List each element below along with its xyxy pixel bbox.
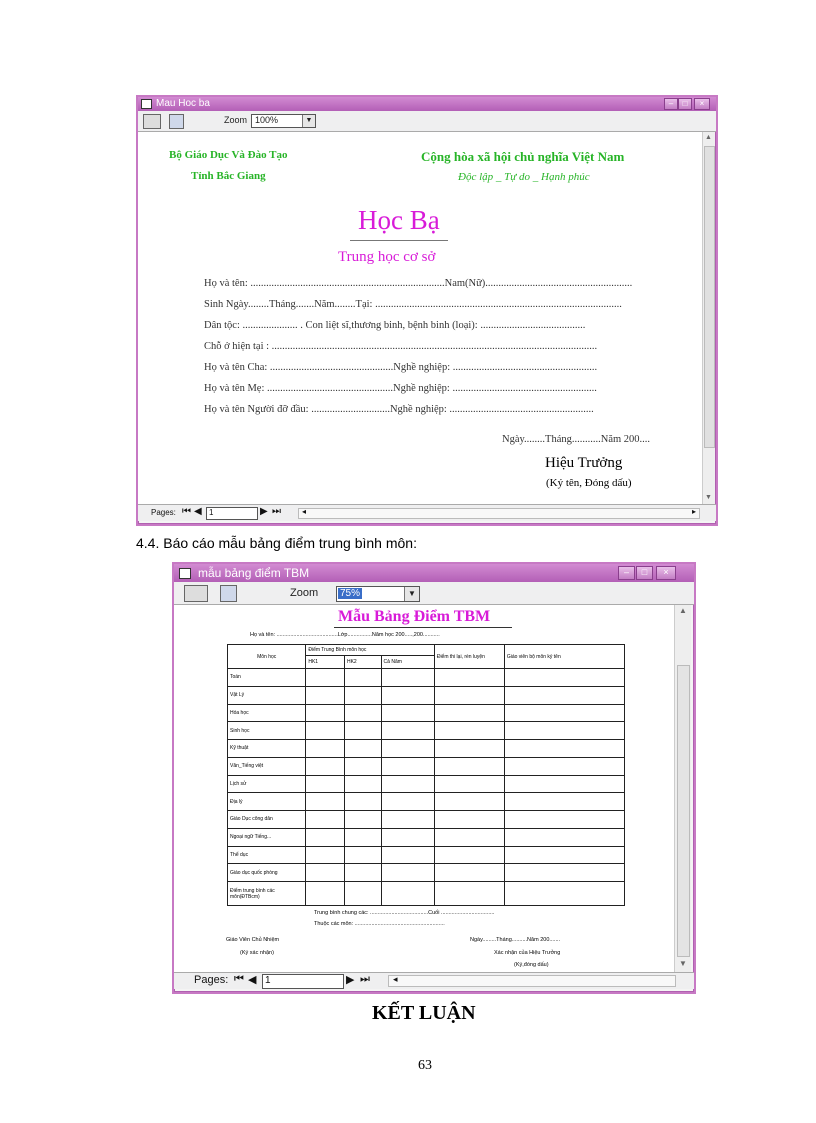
zoom-select[interactable] bbox=[251, 114, 316, 128]
table-row bbox=[228, 722, 625, 740]
status-bar bbox=[174, 972, 694, 989]
maximize-button[interactable]: □ bbox=[678, 98, 692, 110]
horizontal-scrollbar[interactable] bbox=[298, 508, 700, 519]
page-value: 1 bbox=[209, 508, 214, 517]
scroll-down-icon[interactable]: ▼ bbox=[705, 493, 712, 501]
table-row bbox=[228, 864, 625, 882]
left-org-1: Bộ Giáo Dục Và Đào Tạo bbox=[169, 149, 288, 161]
window-title: Mau Hoc ba bbox=[156, 98, 210, 109]
doc-subtitle: Trung học cơ sở bbox=[338, 249, 436, 265]
vertical-scrollbar[interactable] bbox=[702, 132, 715, 504]
zoom-select[interactable] bbox=[336, 586, 420, 602]
scroll-left-icon[interactable]: ◂ bbox=[393, 974, 398, 984]
table-row bbox=[228, 793, 625, 811]
toolbar bbox=[138, 111, 716, 132]
title-bar bbox=[174, 564, 694, 582]
subject-cell: Kỹ thuật bbox=[228, 740, 306, 758]
zoom-value: 100% bbox=[255, 115, 279, 125]
export-icon[interactable] bbox=[169, 114, 184, 129]
field-line: Họ và tên Mẹ: ................................................Nghề nghiệp: ....................................................... bbox=[204, 383, 597, 394]
print-icon[interactable] bbox=[143, 114, 161, 129]
next-page-icon[interactable]: ▶ bbox=[260, 506, 268, 517]
section-heading: KẾT LUẬN bbox=[372, 1002, 476, 1024]
page-input[interactable] bbox=[262, 974, 344, 989]
bang-diem-window bbox=[172, 562, 696, 994]
subject-cell: Địa lý bbox=[228, 793, 306, 811]
subject-cell: Văn_Tiếng việt bbox=[228, 757, 306, 775]
header-retest: Điểm thi lại, rèn luyện bbox=[434, 645, 504, 669]
app-icon bbox=[179, 568, 191, 579]
last-page-icon[interactable]: ⏭ bbox=[360, 973, 370, 985]
title-bar bbox=[138, 97, 716, 111]
first-page-icon[interactable]: ⏮ bbox=[182, 506, 191, 517]
page-input[interactable] bbox=[206, 507, 258, 520]
pages-label: Pages: bbox=[194, 974, 229, 986]
field-line: Chỗ ở hiện tại : ............................................................................................................................ bbox=[204, 341, 598, 352]
minimize-button[interactable]: – bbox=[618, 566, 635, 580]
report-canvas bbox=[138, 132, 702, 504]
page-value: 1 bbox=[265, 975, 271, 986]
scroll-up-icon[interactable]: ▲ bbox=[679, 606, 687, 615]
table-row bbox=[228, 811, 625, 829]
subject-cell: Hóa học bbox=[228, 704, 306, 722]
info-line: Họ và tên: ........................................Lớp................Năm học 200.....,200........... bbox=[250, 632, 440, 638]
prev-page-icon[interactable]: ◀ bbox=[248, 974, 257, 986]
section-caption: 4.4. Báo cáo mẫu bảng điểm trung bình môn: bbox=[136, 535, 417, 551]
table-row bbox=[228, 740, 625, 758]
chevron-down-icon[interactable]: ▼ bbox=[404, 587, 419, 601]
scroll-down-icon[interactable]: ▼ bbox=[679, 959, 687, 968]
signer-title: Hiệu Trưởng bbox=[545, 455, 623, 471]
subject-cell: Vật Lý bbox=[228, 686, 306, 704]
subject-cell: Thể dục bbox=[228, 846, 306, 864]
field-line: Họ và tên Người đỡ đầu: ..............................Nghề nghiệp: ....................................................... bbox=[204, 404, 594, 415]
scroll-thumb[interactable] bbox=[704, 146, 715, 448]
status-bar bbox=[138, 504, 716, 521]
summary-line-2: Thuộc các môn: ........................................................... bbox=[314, 921, 445, 927]
table-row bbox=[228, 669, 625, 687]
print-icon[interactable] bbox=[184, 585, 208, 602]
page-number: 63 bbox=[418, 1058, 432, 1073]
header-hk1: HK1 bbox=[306, 656, 345, 669]
header-subject: Môn học bbox=[228, 645, 306, 669]
header-full-year: Cả Năm bbox=[381, 656, 434, 669]
subject-cell: Toán bbox=[228, 669, 306, 687]
zoom-label: Zoom bbox=[290, 587, 319, 599]
table-row bbox=[228, 686, 625, 704]
subject-cell: Giáo Dục công dân bbox=[228, 811, 306, 829]
summary-line-1: Trung bình chung các: ......................................Cuối ................................... bbox=[314, 910, 495, 916]
header-teacher: Giáo viên bộ môn ký tên bbox=[504, 645, 624, 669]
maximize-button[interactable]: □ bbox=[636, 566, 653, 580]
score-table bbox=[227, 644, 625, 906]
signer-note: (Ký tên, Đóng dấu) bbox=[546, 477, 632, 489]
hoc-ba-window bbox=[136, 95, 718, 526]
table-row bbox=[228, 846, 625, 864]
title-underline bbox=[334, 627, 512, 628]
app-icon bbox=[141, 99, 152, 109]
right-sign-title: Xác nhận của Hiệu Trưởng bbox=[494, 950, 561, 956]
close-button[interactable]: × bbox=[656, 566, 676, 580]
subject-cell: Giáo dục quốc phòng bbox=[228, 864, 306, 882]
nation-title: Cộng hòa xã hội chủ nghĩa Việt Nam bbox=[421, 149, 625, 164]
field-line: Sinh Ngày........Tháng.......Năm........Tại: .............................................................................................. bbox=[204, 299, 622, 310]
scroll-thumb[interactable] bbox=[677, 665, 690, 957]
prev-page-icon[interactable]: ◀ bbox=[194, 506, 202, 517]
doc-title: Học Bạ bbox=[358, 205, 440, 235]
title-underline bbox=[350, 240, 448, 241]
close-button[interactable]: × bbox=[694, 98, 710, 110]
scroll-left-icon[interactable]: ◂ bbox=[302, 507, 307, 516]
subject-cell: Điểm trung bình các môn(ĐTBcm) bbox=[228, 882, 306, 906]
next-page-icon[interactable]: ▶ bbox=[346, 974, 355, 986]
zoom-label: Zoom bbox=[224, 115, 248, 125]
table-row bbox=[228, 757, 625, 775]
zoom-value: 75% bbox=[340, 588, 361, 599]
window-title: mẫu bảng điểm TBM bbox=[198, 566, 310, 580]
minimize-button[interactable]: – bbox=[664, 98, 678, 110]
doc-title: Mẫu Bảng Điểm TBM bbox=[338, 608, 491, 625]
header-avg-group: Điểm Trung Bình môn học bbox=[306, 645, 434, 656]
report-canvas bbox=[174, 605, 674, 972]
header-hk2: HK2 bbox=[344, 656, 381, 669]
field-line: Dân tộc: ..................... . Con liệt sĩ,thương binh, bệnh binh (loại): ........................................ bbox=[204, 320, 586, 331]
subject-cell: Lịch sử bbox=[228, 775, 306, 793]
horizontal-scrollbar[interactable] bbox=[388, 975, 676, 987]
scroll-up-icon[interactable]: ▲ bbox=[705, 133, 712, 141]
table-row bbox=[228, 882, 625, 906]
subject-cell: Sinh học bbox=[228, 722, 306, 740]
nation-motto: Độc lập _ Tự do _ Hạnh phúc bbox=[458, 171, 590, 183]
table-row bbox=[228, 828, 625, 846]
toolbar bbox=[174, 582, 694, 605]
last-page-icon[interactable]: ⏭ bbox=[272, 506, 281, 517]
right-sign-note: (Ký,đóng dấu) bbox=[514, 962, 549, 968]
date-line: Ngày........Tháng...........Năm 200.... bbox=[502, 434, 651, 445]
left-sign-note: (Ký xác nhận) bbox=[240, 950, 274, 956]
pages-label: Pages: bbox=[151, 508, 176, 517]
first-page-icon[interactable]: ⏮ bbox=[234, 973, 244, 985]
table-row bbox=[228, 704, 625, 722]
chevron-down-icon[interactable]: ▼ bbox=[302, 115, 315, 127]
scroll-right-icon[interactable]: ▸ bbox=[691, 507, 696, 516]
export-icon[interactable] bbox=[220, 585, 237, 602]
field-line: Họ và tên: ..........................................................................Nam(Nữ)........................................................ bbox=[204, 278, 633, 289]
left-org-2: Tỉnh Bắc Giang bbox=[191, 170, 266, 182]
right-date: Ngày.........Tháng..........Năm 200....... bbox=[470, 937, 561, 943]
subject-cell: Ngoại ngữ Tiếng... bbox=[228, 828, 306, 846]
left-sign-title: Giáo Viên Chủ Nhiệm bbox=[226, 937, 280, 943]
vertical-scrollbar[interactable] bbox=[674, 605, 691, 972]
table-row bbox=[228, 775, 625, 793]
field-line: Họ và tên Cha: ...............................................Nghề nghiệp: ....................................................... bbox=[204, 362, 598, 373]
